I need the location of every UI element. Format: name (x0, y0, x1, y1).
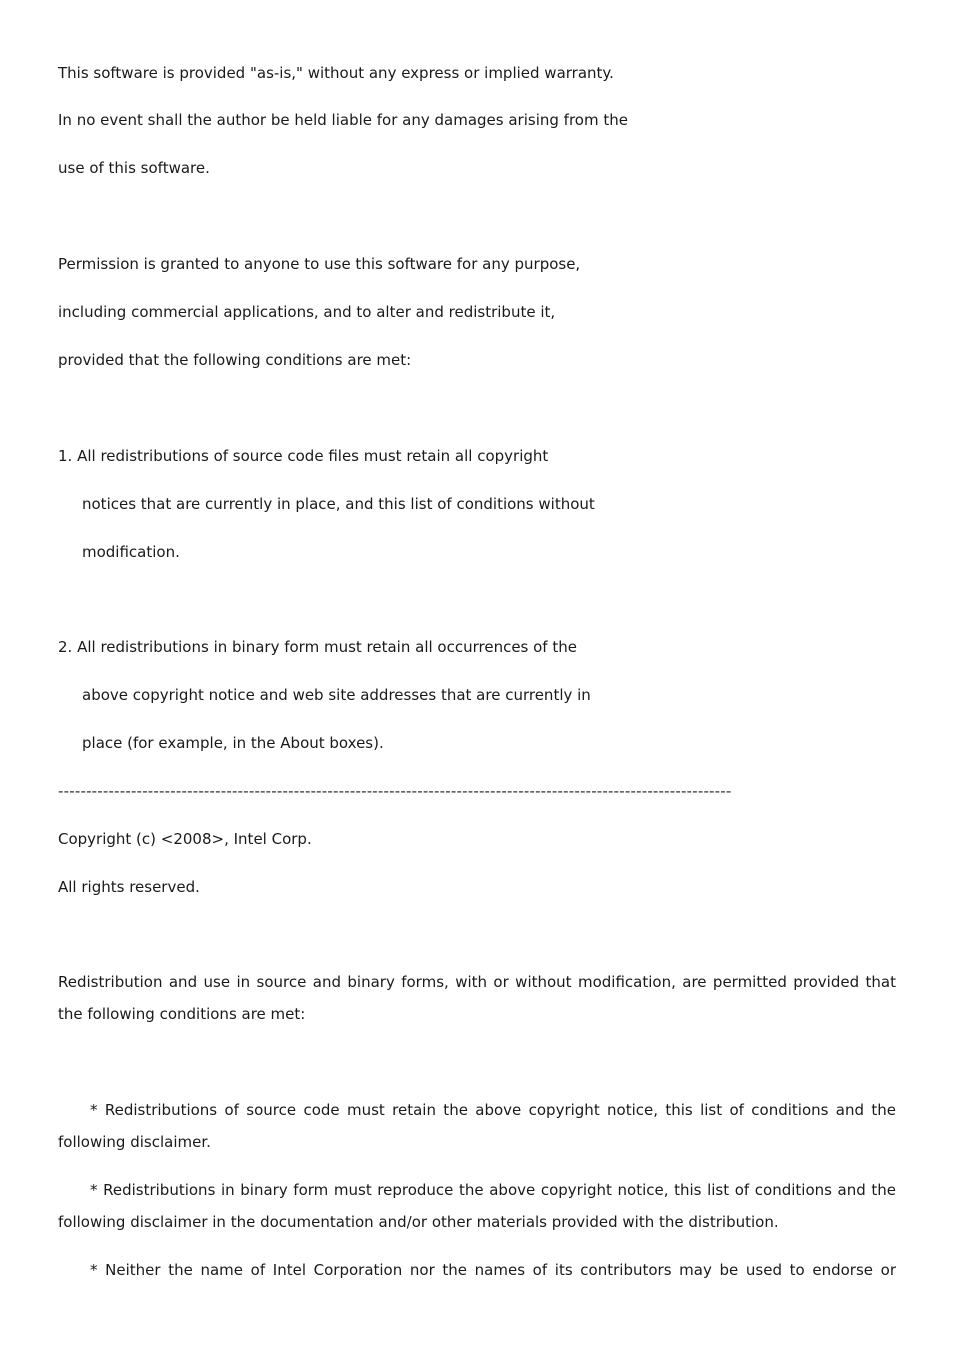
rights-reserved-line: All rights reserved. (58, 878, 200, 896)
condition-1-line-1: 1. All redistributions of source code files must retain all copyright (58, 447, 549, 465)
permission-line-3: provided that the following conditions are met: (58, 351, 412, 369)
condition-2-line-3: place (for example, in the About boxes). (82, 734, 384, 752)
warranty-line-3: use of this software. (58, 159, 210, 177)
condition-1-line-2: notices that are currently in place, and this list of conditions without (82, 495, 595, 513)
separator-line: ------------------------------------------------------------------------------------------------------------------------ (58, 782, 732, 800)
bullet-binary-form (58, 1174, 896, 1238)
bullet-text: * Neither the name of Intel Corporation nor the names of its contributors may be used to endorse or (90, 1261, 896, 1279)
warranty-line-1: This software is provided "as-is," without any express or implied warranty. (58, 64, 614, 82)
condition-1-line-3: modification. (82, 543, 180, 561)
permission-line-2: including commercial applications, and to alter and redistribute it, (58, 303, 556, 321)
warranty-line-2: In no event shall the author be held liable for any damages arising from the (58, 111, 628, 129)
bullet-endorsement (58, 1254, 896, 1286)
redistribution-paragraph: Redistribution and use in source and binary forms, with or without modification, are permitted provided that the following conditions are met: (58, 973, 896, 1023)
bullet-text: * Redistributions of source code must retain the above copyright notice, this list of conditions and the following disclaimer. (58, 1101, 896, 1151)
bullet-text: * Redistributions in binary form must reproduce the above copyright notice, this list of conditions and the following disclaimer in the documentation and/or other materials provided with the distribution. (58, 1181, 896, 1231)
condition-2-line-1: 2. All redistributions in binary form must retain all occurrences of the (58, 638, 577, 656)
condition-2-line-2: above copyright notice and web site addresses that are currently in (82, 686, 591, 704)
permission-line-1: Permission is granted to anyone to use this software for any purpose, (58, 255, 581, 273)
copyright-line: Copyright (c) <2008>, Intel Corp. (58, 830, 312, 848)
bullet-source-code (58, 1094, 896, 1158)
